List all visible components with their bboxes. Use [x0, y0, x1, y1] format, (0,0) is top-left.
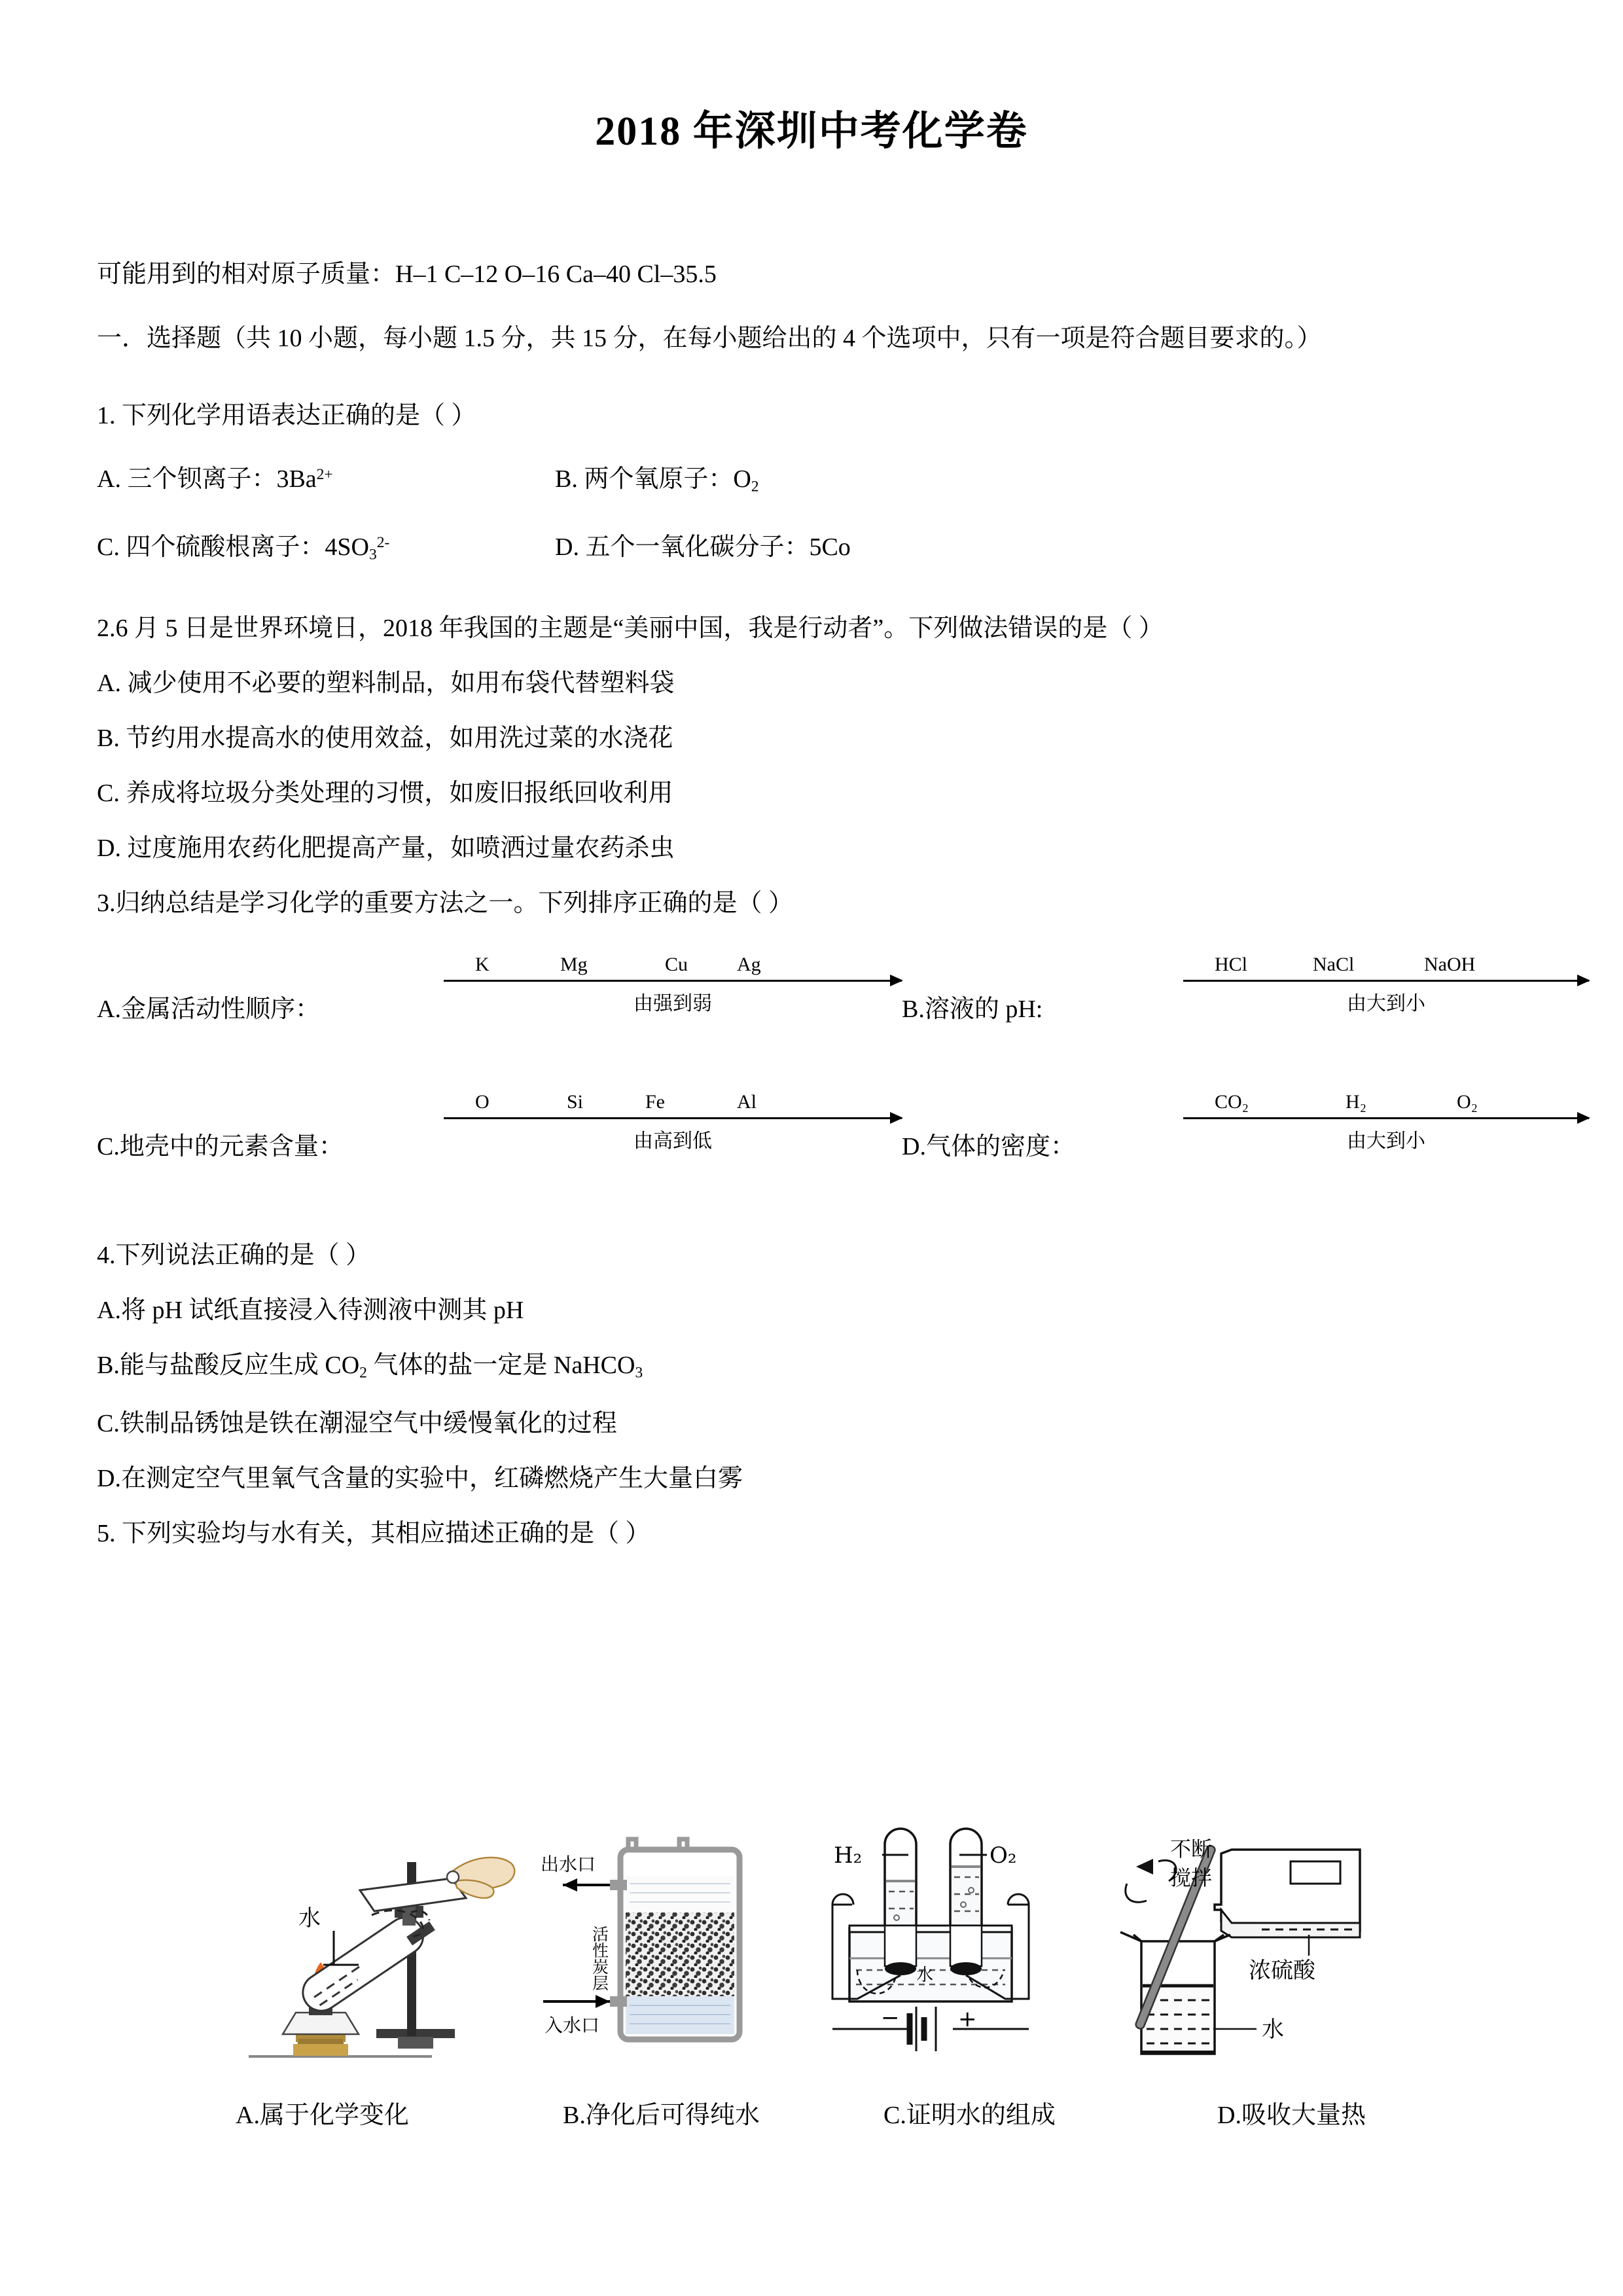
- q3-c-arrow-caption: 由高到低: [633, 1130, 712, 1153]
- figure-d-label-water: 水: [1262, 2017, 1284, 2043]
- q4-option-c: C.铁制品锈蚀是铁在潮湿空气中缓慢氧化的过程: [97, 1410, 617, 1438]
- figure-d-caption: D.吸收大量热: [1217, 2102, 1366, 2129]
- figure-c-label-water: 水: [916, 1965, 934, 1985]
- q3-b-sym-1: NaCl: [1313, 954, 1355, 976]
- figure-a-heating-water: [236, 1813, 517, 2078]
- q3-a-sym-2: Cu: [665, 954, 688, 976]
- figure-a-caption: A.属于化学变化: [236, 2102, 409, 2129]
- q3-c-symbols: [444, 1083, 902, 1113]
- q3-a-symbols: [444, 946, 902, 976]
- q1-option-a-sup: 2+: [316, 465, 333, 483]
- q3-b-arrow-line: [1183, 980, 1589, 982]
- q3-d-sym-0: CO₂: [1215, 1091, 1249, 1113]
- q1-option-a: [97, 458, 555, 496]
- figure-d-label-stir-2: 搅拌: [1170, 1865, 1213, 1890]
- question-1-options-row-2: [97, 526, 1530, 564]
- q3-b-arrow-caption: 由大到小: [1347, 992, 1425, 1016]
- q3-d-sym-1: H₂: [1346, 1091, 1367, 1113]
- question-5-stem: 5. 下列实验均与水有关，其相应描述正确的是（ ）: [97, 1520, 651, 1548]
- q3-option-a-arrow: [444, 946, 902, 1044]
- q1-option-c-sup: 2-: [376, 533, 390, 551]
- figure-d-dilute-acid: [1093, 1813, 1387, 2078]
- q1-option-b: [555, 458, 1530, 496]
- question-1-stem: 1. 下列化学用语表达正确的是（ ）: [97, 402, 476, 429]
- question-4-stem: 4.下列说法正确的是（ ）: [97, 1242, 371, 1270]
- figure-a-label-water: 水: [298, 1905, 321, 1931]
- q2-option-d: D. 过度施用农药化肥提高产量，如喷洒过量农药杀虫: [97, 834, 675, 863]
- q1-option-b-sub: 2: [751, 478, 759, 495]
- q3-a-sym-1: Mg: [560, 954, 588, 976]
- figure-b-label-inlet: 入水口: [544, 2015, 600, 2036]
- q3-c-arrow-line: [444, 1117, 902, 1119]
- q2-option-a: A. 减少使用不必要的塑料制品，如用布袋代替塑料袋: [97, 670, 675, 698]
- q1-option-c-text: C. 四个硫酸根离子：4SO: [97, 533, 369, 561]
- q3-c-sym-3: Al: [737, 1091, 757, 1113]
- figure-b-label-carbon-layer: 活性炭层: [590, 1926, 609, 1991]
- figure-b-water-filter: [537, 1813, 812, 2078]
- atomic-masses-line: 可能用到的相对原子质量：H–1 C–12 O–16 Ca–40 Cl–35.5: [97, 260, 717, 288]
- q3-option-a-label: A.金属活动性顺序：: [97, 995, 320, 1023]
- q3-option-b-label: B.溶液的 pH:: [902, 995, 1043, 1023]
- q3-a-sym-0: K: [475, 954, 490, 976]
- q1-option-b-text: B. 两个氧原子：O: [555, 465, 751, 493]
- heating-apparatus-icon: [236, 1813, 517, 2075]
- question-5-figure-captions: [196, 2094, 1440, 2130]
- q1-option-a-text: A. 三个钡离子：3Ba: [97, 465, 317, 493]
- q3-option-b-arrow: [1183, 946, 1589, 1044]
- figure-d-label-acid: 浓硫酸: [1249, 1958, 1315, 1984]
- q2-option-b: B. 节约用水提高水的使用效益，如用洗过菜的水浇花: [97, 725, 673, 753]
- figure-b-caption: B.净化后可得纯水: [563, 2102, 760, 2129]
- question-2-stem: 2.6 月 5 日是世界环境日，2018 年我国的主题是“美丽中国，我是行动者”。下列做法错误的是（ ）: [97, 615, 1164, 643]
- q4-option-d: D.在测定空气里氧气含量的实验中，红磷燃烧产生大量白雾: [97, 1465, 743, 1493]
- figure-c-label-negative: −: [881, 2005, 900, 2031]
- q2-option-c: C. 养成将垃圾分类处理的习惯，如废旧报纸回收利用: [97, 780, 673, 808]
- q3-b-symbols: [1183, 946, 1589, 976]
- q3-option-d-label: D.气体的密度：: [902, 1132, 1075, 1160]
- figure-c-label-o2: O₂: [990, 1842, 1017, 1869]
- figure-c-electrolysis: [812, 1813, 1093, 2078]
- q3-a-arrow-line: [444, 980, 902, 982]
- q1-option-d: D. 五个一氧化碳分子：5Co: [555, 533, 851, 561]
- q3-a-arrow-caption: 由强到弱: [633, 992, 712, 1016]
- figure-d-label-stir-1: 不断: [1170, 1837, 1213, 1861]
- q3-c-sym-1: Si: [567, 1091, 584, 1113]
- q3-a-sym-3: Ag: [737, 954, 761, 976]
- question-1-options-row-1: [97, 458, 1530, 496]
- q4-option-b-sub1: 2: [359, 1364, 367, 1382]
- q3-d-arrow-caption: 由大到小: [1347, 1130, 1425, 1153]
- q3-option-d-arrow: [1183, 1083, 1589, 1181]
- figure-c-label-h2: H₂: [834, 1842, 863, 1869]
- q3-option-c-arrow: [444, 1083, 902, 1181]
- q3-d-arrow-line: [1183, 1117, 1589, 1119]
- q3-c-sym-0: O: [475, 1091, 490, 1113]
- q4-option-b-pre: B.能与盐酸反应生成 CO: [97, 1352, 360, 1380]
- q4-option-b-sub2: 3: [635, 1364, 643, 1382]
- q1-option-c: [97, 526, 555, 564]
- figure-b-label-outlet: 出水口: [541, 1854, 596, 1875]
- question-3-diagrams: [97, 946, 1530, 1181]
- q4-option-b-mid: 气体的盐一定是 NaHCO: [366, 1352, 635, 1380]
- q4-option-a: A.将 pH 试纸直接浸入待测液中测其 pH: [97, 1297, 524, 1325]
- electrolysis-apparatus-icon: [812, 1813, 1093, 2075]
- page-title: 2018 年深圳中考化学卷: [595, 109, 1028, 154]
- q3-c-sym-2: Fe: [645, 1091, 665, 1113]
- q3-d-symbols: [1183, 1083, 1589, 1113]
- document-body: [97, 262, 1530, 1576]
- question-5-figures: [196, 1813, 1440, 2088]
- q1-option-c-sub: 3: [368, 546, 377, 564]
- q3-b-sym-2: NaOH: [1424, 954, 1476, 976]
- q4-option-b: [97, 1353, 1530, 1381]
- question-3-stem: 3.归纳总结是学习化学的重要方法之一。下列排序正确的是（ ）: [97, 889, 794, 918]
- figure-c-label-positive: +: [958, 2006, 977, 2032]
- figure-c-caption: C.证明水的组成: [883, 2102, 1056, 2129]
- filter-tank-icon: [537, 1813, 812, 2075]
- q3-option-c-label: C.地壳中的元素含量：: [97, 1132, 344, 1160]
- dilution-apparatus-icon: [1093, 1813, 1387, 2075]
- q3-d-sym-2: O₂: [1457, 1091, 1478, 1113]
- section-1-header: 一．选择题（共 10 小题，每小题 1.5 分，共 15 分，在每小题给出的 4 个选项中，只有一项是符合题目要求的。）: [97, 325, 1322, 352]
- q3-b-sym-0: HCl: [1215, 954, 1248, 976]
